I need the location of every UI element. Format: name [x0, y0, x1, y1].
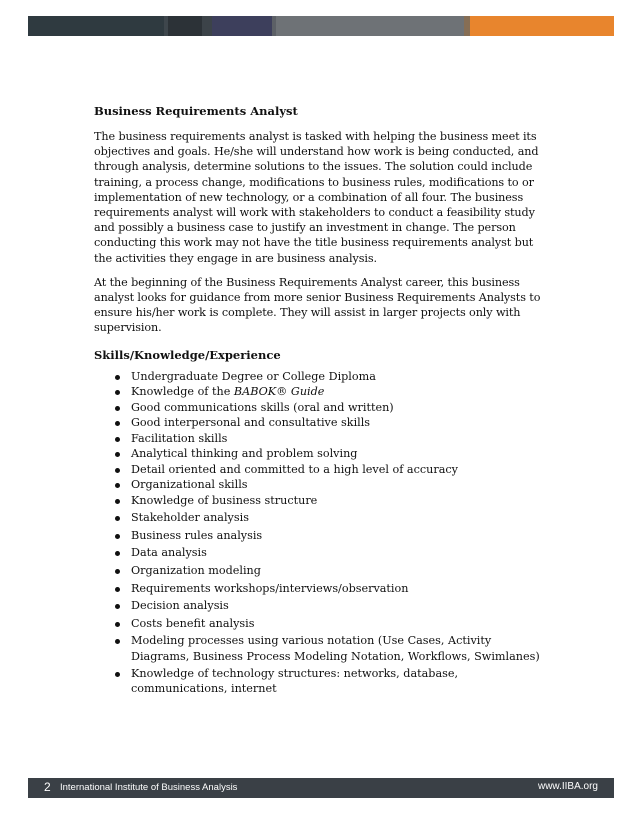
list-item: Detail oriented and committed to a high level of accuracy: [94, 462, 549, 477]
list-item: Analytical thinking and problem solving: [94, 446, 549, 461]
header-bar-segment: [470, 16, 614, 36]
list-item: Requirements workshops/interviews/observation: [94, 581, 549, 596]
list-item: Business rules analysis: [94, 528, 549, 543]
list-item: Organizational skills: [94, 477, 549, 492]
babok-prefix: Knowledge of the: [131, 385, 234, 399]
list-item: Decision analysis: [94, 598, 549, 613]
career-paragraph: At the beginning of the Business Requirements Analyst career, this business analyst looks for guidance from more senior Business Requirements Analysts to ensure his/her work is complete. They will assist in larger projects only with supervision.: [94, 275, 541, 335]
list-item: Data analysis: [94, 545, 549, 560]
header-bar-segment: [28, 16, 164, 36]
header-bar-segment: [212, 16, 272, 36]
list-item: Good interpersonal and consultative skills: [94, 415, 549, 430]
babok-guide-title: BABOK® Guide: [233, 385, 325, 399]
list-item: Organization modeling: [94, 563, 549, 578]
document-title: Business Requirements Analyst: [94, 104, 298, 118]
header-bar-segment: [276, 16, 464, 36]
list-item: Costs benefit analysis: [94, 616, 549, 631]
document-body: [94, 104, 549, 699]
organization-name: International Institute of Business Analysis: [60, 782, 238, 793]
list-item: Knowledge of technology structures: networks, database, communications, internet: [94, 666, 549, 696]
list-item: Modeling processes using various notation (Use Cases, Activity Diagrams, Business Process Modeling Notation, Workflows, Swimlanes): [94, 633, 549, 663]
skills-list: [94, 369, 549, 697]
website-link[interactable]: www.IIBA.org: [537, 781, 598, 792]
page-number: 2: [44, 780, 51, 794]
list-item: Knowledge of business structure: [94, 493, 549, 508]
list-item: Stakeholder analysis: [94, 510, 549, 525]
header-bar-segment: [202, 16, 212, 36]
intro-paragraph: The business requirements analyst is tasked with helping the business meet its objectives and goals. He/she will understand how work is being conducted, and through analysis, determine solutions to the issues. The solution could include training, a process change, modifications to business rules, modifications to or implementation of new technology, or a combination of all four. The business requirements analyst will work with stakeholders to conduct a feasibility study and possibly a business case to justify an investment in change. The person conducting this work may not have the title business requirements analyst but the activities they engage in are business analysis.: [94, 130, 539, 265]
header-color-bar: [28, 16, 614, 36]
list-item: [94, 384, 549, 399]
page-footer: [28, 778, 614, 798]
list-item: Facilitation skills: [94, 431, 549, 446]
list-item: Good communications skills (oral and written): [94, 400, 549, 415]
skills-heading: Skills/Knowledge/Experience: [94, 347, 281, 362]
header-bar-segment: [168, 16, 202, 36]
list-item: Undergraduate Degree or College Diploma: [94, 369, 549, 384]
